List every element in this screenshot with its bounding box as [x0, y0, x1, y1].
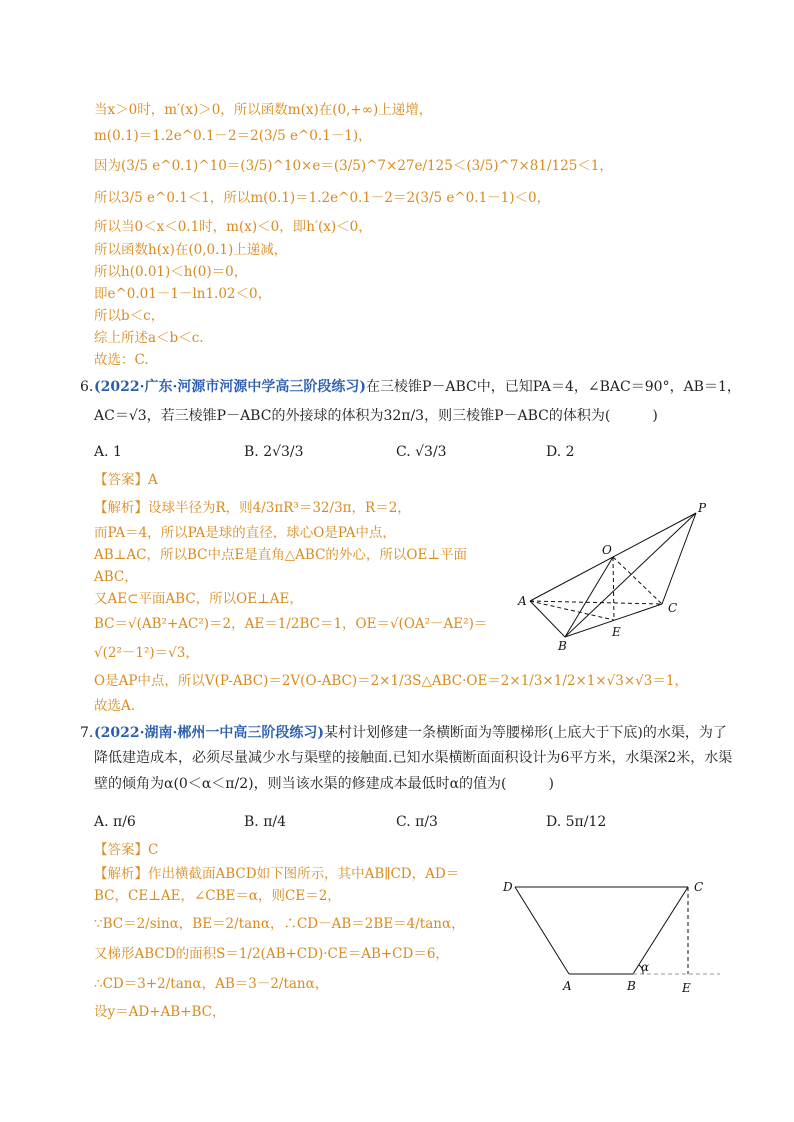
label-a: A [563, 979, 572, 993]
solution-line: 而PA＝4，所以PA是球的直径，球心O是PA中点， [94, 525, 396, 541]
label-d: D [503, 880, 513, 894]
solution-line: 故选：C. [94, 352, 149, 368]
label-b: B [627, 979, 636, 993]
edge-da [515, 887, 569, 974]
option-b: B. π/4 [244, 814, 287, 830]
solution-line: 当x＞0时，m′(x)＞0，所以函数m(x)在(0,+∞)上递增， [94, 102, 433, 118]
label-e: E [612, 625, 621, 639]
solution-line: ∴CD＝3+2/tanα，AB＝3－2/tanα， [94, 976, 329, 992]
question-stem [94, 723, 727, 743]
edge-ab [530, 601, 565, 637]
label-alpha: α [641, 960, 650, 974]
solution-line: ABC， [94, 569, 138, 585]
question-stem: AC＝√3，若三棱锥P－ABC的外接球的体积为32π/3，则三棱锥P－ABC的体积为( ) [94, 408, 658, 424]
solution-line: BC＝√(AB²+AC²)＝2，AE＝1/2BC＝1，OE＝√(OA²－AE²)＝ [94, 616, 488, 632]
option-d: D. 5π/12 [546, 814, 607, 830]
label-o: O [602, 543, 612, 557]
option-a: A. π/6 [94, 814, 136, 830]
label-c: C [668, 601, 678, 615]
option-c: C. π/3 [396, 814, 438, 830]
solution-line: BC，CE⊥AE，∠CBE＝α，则CE＝2， [94, 888, 341, 904]
solution-line: 【解析】设球半径为R，则4/3πR³＝32/3π，R＝2， [94, 500, 411, 516]
solution-line: 【解析】作出横截面ABCD如下图所示，其中AB∥CD，AD＝ [94, 866, 460, 882]
segment-oc [613, 557, 662, 604]
solution-line: m(0.1)＝1.2e^0.1－2＝2(3/5 e^0.1－1)， [94, 128, 372, 144]
solution-line: 因为(3/5 e^0.1)^10＝(3/5)^10×e＝(3/5)^7×27e/125＜(3/5)^7×81/125＜1， [94, 158, 613, 174]
label-e: E [682, 981, 691, 995]
question-stem-text: 某村计划修建一条横断面为等腰梯形(上底大于下底)的水渠，为了 [323, 725, 727, 741]
question-stem [94, 377, 741, 397]
option-b: B. 2√3/3 [244, 444, 304, 460]
label-a: A [518, 594, 527, 608]
option-d: D. 2 [546, 444, 575, 460]
label-p: P [698, 501, 707, 515]
solution-line: 又梯形ABCD的面积S＝1/2(AB+CD)·CE＝AB+CD＝6， [94, 946, 449, 962]
question-source: (2022·湖南·郴州一中高三阶段练习) [94, 725, 324, 741]
solution-line: O是AP中点，所以V(P-ABC)＝2V(O-ABC)＝2×1/3S△ABC·OE＝2×1/3×1/2×1×√3×√3＝1， [94, 673, 688, 689]
solution-line: 所以b＜c， [94, 308, 165, 324]
solution-line: 所以3/5 e^0.1＜1，所以m(0.1)＝1.2e^0.1－2＝2(3/5 e^0.1－1)＜0， [94, 190, 551, 206]
option-a: A. 1 [94, 444, 122, 460]
trapezoid-figure [495, 870, 725, 1000]
solution-line: AB⊥AC，所以BC中点E是直角△ABC的外心，所以OE⊥平面 [94, 547, 468, 563]
segment-bo [565, 557, 613, 637]
solution-line: √(2²－1²)＝√3， [94, 645, 199, 661]
solution-line: 所以当0＜x＜0.1时，m(x)＜0，即h′(x)＜0， [94, 219, 372, 235]
solution-line: ∵BC＝2/sinα，BE＝2/tanα，∴CD－AB＝2BE＝4/tanα， [94, 916, 465, 932]
answer: 【答案】A [94, 472, 158, 488]
edge-bp [565, 513, 696, 637]
question-source: (2022·广东·河源市河源中学高三阶段练习) [94, 379, 366, 395]
edge-cp [662, 513, 696, 604]
option-c: C. √3/3 [396, 444, 447, 460]
solution-line: 故选A. [94, 698, 136, 714]
segment-ae [530, 601, 614, 620]
label-b: B [558, 639, 567, 653]
pyramid-figure [510, 500, 730, 660]
label-c: C [694, 880, 704, 894]
solution-line: 所以h(0.01)＜h(0)＝0， [94, 264, 248, 280]
question-stem-text: 在三棱锥P－ABC中，已知PA＝4，∠BAC＝90°，AB＝1， [365, 379, 741, 395]
question-stem: 降低建造成本，必须尽量减少水与渠壁的接触面.已知水渠横断面面积设计为6平方米，水渠深2米，水渠 [94, 750, 733, 766]
segment-oe [613, 557, 614, 620]
edge-ac [530, 601, 662, 604]
solution-line: 即e^0.01－1－ln1.02＜0， [94, 286, 272, 302]
solution-line: 又AE⊂平面ABC，所以OE⊥AE， [94, 591, 303, 607]
solution-line: 所以函数h(x)在(0,0.1)上递减， [94, 242, 288, 258]
solution-line: 设y＝AD+AB+BC， [94, 1004, 226, 1020]
question-number: 6. [80, 379, 94, 395]
question-stem: 壁的倾角为α(0＜α＜π/2)，则当该水渠的修建成本最低时α的值为( ) [94, 776, 554, 792]
answer: 【答案】C [94, 842, 159, 858]
question-number: 7. [80, 725, 94, 741]
solution-line: 综上所述a＜b＜c. [94, 330, 204, 346]
